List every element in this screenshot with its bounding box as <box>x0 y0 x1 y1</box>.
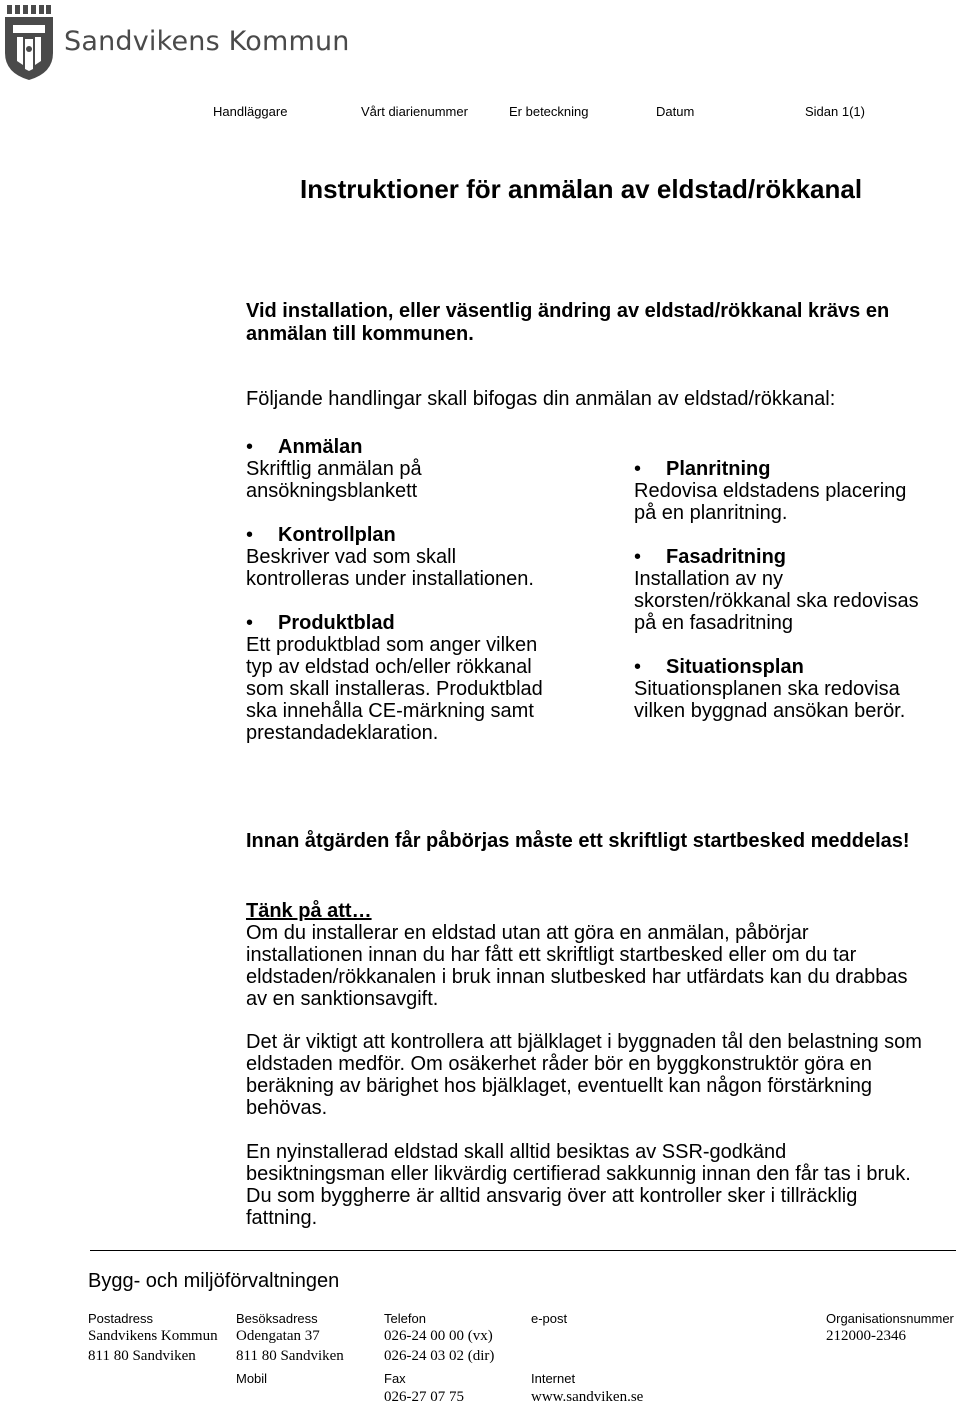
postadress-label: Postadress <box>88 1311 154 1326</box>
item-heading: Planritning <box>666 458 771 480</box>
item-body: Installation av ny skorsten/rökkanal ska redovisas på en fasadritning <box>634 568 919 634</box>
telefon-label: Telefon <box>384 1311 426 1326</box>
meta-handlaggare: Handläggare <box>213 104 288 119</box>
startbesked-notice: Innan åtgärden får påbörjas måste ett skriftligt startbesked meddelas! <box>246 830 910 852</box>
bullet-icon: • <box>634 656 642 678</box>
organization-name: Sandvikens Kommun <box>64 26 350 57</box>
orgnr-value: 212000-2346 <box>826 1328 906 1344</box>
postadress-line-2: 811 80 Sandviken <box>88 1348 196 1364</box>
think-body: Om du installerar en eldstad utan att göra en anmälan, påbörjar installationen innan du har fått ett skriftligt startbesked eller om du tar eldstaden/rökkanalen i bruk innan slutbesked har utfärdats kan du drabbas av en sanktionsavgift. <box>246 922 908 1010</box>
meta-diarienummer: Vårt diarienummer <box>361 104 468 119</box>
website-link[interactable]: www.sandviken.se <box>531 1389 644 1405</box>
right-attachment-list <box>634 458 934 722</box>
think-heading: Tänk på att… <box>246 900 372 922</box>
list-item <box>246 436 546 502</box>
meta-beteckning: Er beteckning <box>509 104 589 119</box>
besoksadress-line-2: 811 80 Sandviken <box>236 1348 344 1364</box>
coat-of-arms-logo <box>3 3 55 81</box>
besoksadress-label: Besöksadress <box>236 1311 318 1326</box>
list-item <box>634 546 934 634</box>
department-name: Bygg- och miljöförvaltningen <box>88 1270 340 1292</box>
intro-text: Vid installation, eller väsentlig ändring av eldstad/rökkanal krävs en anmälan till kommunen. <box>246 300 890 345</box>
attachments-heading: Följande handlingar skall bifogas din anmälan av eldstad/rökkanal: <box>246 388 836 410</box>
item-body: Situationsplanen ska redovisa vilken byggnad ansökan berör. <box>634 678 906 722</box>
item-heading: Produktblad <box>278 612 395 634</box>
joist-paragraph: Det är viktigt att kontrollera att bjälklaget i byggnaden tål den belastning som eldstaden medför. Om osäkerhet råder bör en byggkonstruktör göra en beräkning av bärighet hos bjälklaget, eventuellt kan någon förstärkning behövas. <box>246 1031 922 1119</box>
item-heading: Kontrollplan <box>278 524 396 546</box>
item-heading: Anmälan <box>278 436 363 458</box>
bullet-icon: • <box>634 546 642 568</box>
item-body: Redovisa eldstadens placering på en planritning. <box>634 480 907 524</box>
meta-page-number: Sidan 1(1) <box>805 104 865 119</box>
item-heading: Situationsplan <box>666 656 804 678</box>
bullet-icon: • <box>246 612 254 634</box>
bullet-icon: • <box>634 458 642 480</box>
item-body: Beskriver vad som skall kontrolleras under installationen. <box>246 546 534 590</box>
telefon-line-1: 026-24 00 00 (vx) <box>384 1328 493 1344</box>
item-body: Skriftlig anmälan på ansökningsblankett <box>246 458 422 502</box>
page-title: Instruktioner för anmälan av eldstad/rökkanal <box>300 174 863 204</box>
fax-number: 026-27 07 75 <box>384 1389 464 1405</box>
bullet-icon: • <box>246 524 254 546</box>
footer-divider <box>90 1250 956 1251</box>
orgnr-label: Organisationsnummer <box>826 1311 954 1326</box>
internet-label: Internet <box>531 1371 576 1386</box>
telefon-line-2: 026-24 03 02 (dir) <box>384 1348 495 1364</box>
fax-label: Fax <box>384 1371 406 1386</box>
think-section <box>246 900 926 1010</box>
postadress-line-1: Sandvikens Kommun <box>88 1328 218 1344</box>
mobil-label: Mobil <box>236 1371 268 1386</box>
list-item <box>634 458 934 524</box>
epost-label: e-post <box>531 1311 568 1326</box>
list-item <box>634 656 934 722</box>
item-body: Ett produktblad som anger vilken typ av eldstad och/eller rökkanal som skall installeras. Produktblad ska innehålla CE-märkning samt prestandadeklaration. <box>246 634 543 744</box>
list-item <box>246 612 546 744</box>
meta-datum: Datum <box>656 104 695 119</box>
list-item <box>246 524 546 590</box>
item-heading: Fasadritning <box>666 546 787 568</box>
bullet-icon: • <box>246 436 254 458</box>
left-attachment-list <box>246 436 546 744</box>
besoksadress-line-1: Odengatan 37 <box>236 1328 320 1344</box>
inspection-paragraph: En nyinstallerad eldstad skall alltid besiktas av SSR-godkänd besiktningsman eller likvärdig certifierad sakkunnig innan den får tas i bruk. Du som byggherre är alltid ansvarig över att kontroller sker i tillräcklig fattning. <box>246 1141 911 1229</box>
